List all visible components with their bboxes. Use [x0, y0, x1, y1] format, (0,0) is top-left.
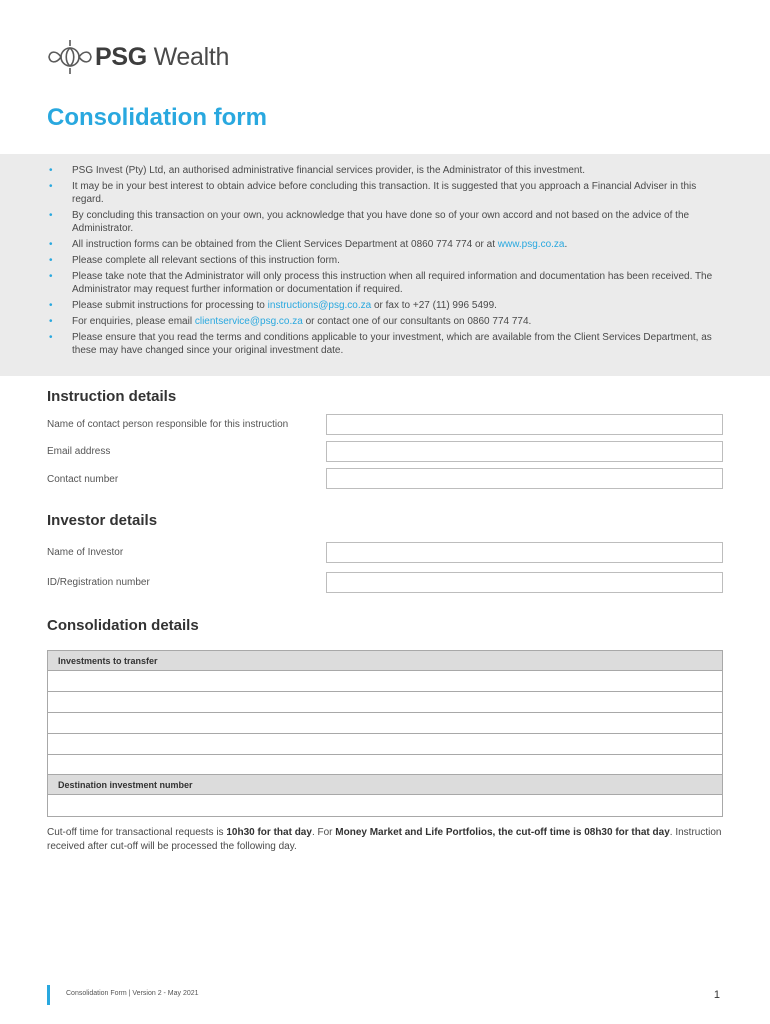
clientservice-email-link[interactable]: clientservice@psg.co.za	[194, 316, 303, 327]
instructions-email-link[interactable]: instructions@psg.co.za	[267, 300, 372, 311]
page-number: 1	[713, 989, 720, 1001]
instruction-details-heading: Instruction details	[47, 388, 177, 405]
info-item: • All instruction forms can be obtained from the Client Services Department at 0860 774 774 or at www.psg.co.za.	[49, 239, 568, 250]
information-panel	[0, 154, 770, 376]
bullet-icon: •	[49, 332, 53, 343]
consolidation-table	[47, 650, 723, 817]
bullet-icon: •	[49, 210, 53, 221]
investor-details-heading: Investor details	[47, 512, 158, 529]
investor-name-label: Name of Investor	[47, 547, 124, 558]
info-item: • Please ensure that you read the terms and conditions applicable to your investment, which are available from the Client Services Department, as these may have changed since your original investment date.	[49, 332, 712, 356]
bullet-icon: •	[49, 300, 53, 311]
email-address-label: Email address	[47, 446, 111, 457]
id-registration-label: ID/Registration number	[47, 577, 150, 588]
contact-number-label: Contact number	[47, 474, 119, 485]
destination-investment-input[interactable]	[48, 795, 722, 816]
bullet-icon: •	[49, 181, 53, 192]
brand-name: PSG Wealth	[95, 42, 230, 71]
email-address-input[interactable]	[326, 441, 723, 462]
info-item: • PSG Invest (Pty) Ltd, an authorised administrative financial services provider, is the Administrator of this investment.	[49, 165, 586, 176]
bullet-icon: •	[49, 271, 53, 282]
transfer-row-input[interactable]	[48, 713, 722, 734]
info-item: • By concluding this transaction on your own, you acknowledge that you have done so of your own accord and not based on the advice of the Administrator.	[49, 210, 690, 234]
bullet-icon: •	[49, 165, 53, 176]
bullet-icon: •	[49, 255, 53, 266]
transfer-row-input[interactable]	[48, 755, 722, 775]
footer-version: Consolidation Form | Version 2 - May 2021	[66, 990, 199, 997]
information-list	[0, 154, 770, 357]
contact-person-label: Name of contact person responsible for this instruction	[47, 419, 289, 430]
transfer-row-input[interactable]	[48, 692, 722, 713]
bullet-icon: •	[49, 316, 53, 327]
destination-investment-header: Destination investment number	[48, 775, 722, 795]
contact-number-input[interactable]	[326, 468, 723, 489]
website-link[interactable]: www.psg.co.za	[497, 239, 565, 250]
investor-name-input[interactable]	[326, 542, 723, 563]
bullet-icon: •	[49, 239, 53, 250]
info-item: • Please take note that the Administrator will only process this instruction when all required information and documentation has been received. The Administrator may request further information or documentation if required.	[49, 271, 713, 295]
contact-person-input[interactable]	[326, 414, 723, 435]
investments-to-transfer-header: Investments to transfer	[48, 651, 722, 671]
psg-emblem-icon	[47, 38, 93, 76]
info-item: • Please submit instructions for processing to instructions@psg.co.za or fax to +27 (11) 996 5499.	[49, 300, 497, 311]
info-item: • Please complete all relevant sections of this instruction form.	[49, 255, 340, 266]
page-title: Consolidation form	[47, 104, 267, 131]
transfer-row-input[interactable]	[48, 671, 722, 692]
cutoff-note: Cut-off time for transactional requests is 10h30 for that day. For Money Market and Life Portfolios, the cut-off time is 08h30 for that day. Instruction received after cut-off will be processed the following day.	[47, 827, 722, 852]
transfer-row-input[interactable]	[48, 734, 722, 755]
info-item: • For enquiries, please email clientservice@psg.co.za or contact one of our consultants on 0860 774 774.	[49, 316, 532, 327]
id-registration-input[interactable]	[326, 572, 723, 593]
consolidation-details-heading: Consolidation details	[47, 617, 199, 634]
info-item: • It may be in your best interest to obtain advice before concluding this transaction. It is suggested that you approach a Financial Adviser in this regard.	[49, 181, 697, 205]
footer-accent-bar	[47, 985, 50, 1005]
psg-wealth-logo	[47, 38, 229, 76]
